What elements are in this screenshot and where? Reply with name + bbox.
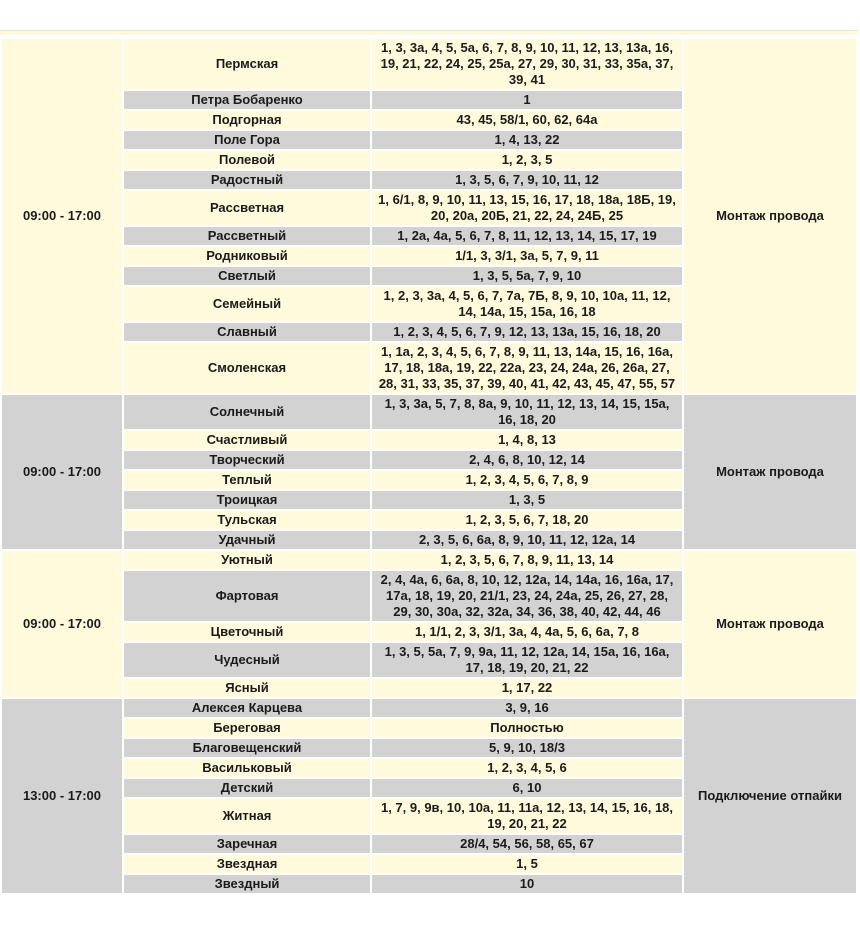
schedule-table-body [2,39,856,893]
house-numbers-cell: 1, 2, 3, 4, 5, 6, 7, 9, 12, 13, 13а, 15, 16, 18, 20 [372,323,682,341]
street-name-cell: Береговая [124,719,370,737]
outage-schedule-table [0,37,858,895]
street-name-cell: Звездный [124,875,370,893]
house-numbers-cell: 1, 4, 13, 22 [372,131,682,149]
house-numbers-cell: 1, 4, 8, 13 [372,431,682,449]
table-row [2,551,856,569]
street-name-cell: Цветочный [124,623,370,641]
house-numbers-cell: 1, 6/1, 8, 9, 10, 11, 13, 15, 16, 17, 18, 18а, 18Б, 19, 20, 20а, 20Б, 21, 22, 24, 24Б, 25 [372,191,682,225]
house-numbers-cell: 1, 2а, 4а, 5, 6, 7, 8, 11, 12, 13, 14, 15, 17, 19 [372,227,682,245]
house-numbers-cell: 1, 2, 3, 4, 5, 6, 7, 8, 9 [372,471,682,489]
house-numbers-cell: 1, 2, 3, 5, 6, 7, 8, 9, 11, 13, 14 [372,551,682,569]
time-range-cell: 09:00 - 17:00 [2,551,122,697]
cut-off-row-strip [0,30,858,35]
house-numbers-cell: 6, 10 [372,779,682,797]
street-name-cell: Рассветная [124,191,370,225]
work-type-cell: Монтаж провода [684,551,856,697]
street-name-cell: Полевой [124,151,370,169]
house-numbers-cell: 10 [372,875,682,893]
street-name-cell: Житная [124,799,370,833]
work-type-cell: Монтаж провода [684,39,856,393]
house-numbers-cell: 1, 3, 3а, 4, 5, 5а, 6, 7, 8, 9, 10, 11, 12, 13, 13а, 16, 19, 21, 22, 24, 25, 25а, 27, 29, 30, 31, 33, 35а, 37, 39, 41 [372,39,682,89]
house-numbers-cell: 43, 45, 58/1, 60, 62, 64а [372,111,682,129]
house-numbers-cell: 1, 5 [372,855,682,873]
house-numbers-cell: 1 [372,91,682,109]
house-numbers-cell: 2, 4, 4а, 6, 6а, 8, 10, 12, 12а, 14, 14а, 16, 16а, 17, 17а, 18, 19, 20, 21/1, 23, 24, 24а, 25, 26, 27, 28, 29, 30, 30а, 32, 32а, 34, 36, 38, 40, 42, 44, 46 [372,571,682,621]
house-numbers-cell: 3, 9, 16 [372,699,682,717]
time-range-cell: 09:00 - 17:00 [2,395,122,549]
street-name-cell: Подгорная [124,111,370,129]
street-name-cell: Тульская [124,511,370,529]
street-name-cell: Алексея Карцева [124,699,370,717]
street-name-cell: Поле Гора [124,131,370,149]
street-name-cell: Фартовая [124,571,370,621]
street-name-cell: Теплый [124,471,370,489]
house-numbers-cell: 1, 2, 3, 4, 5, 6 [372,759,682,777]
house-numbers-cell: 1, 2, 3, 3а, 4, 5, 6, 7, 7а, 7Б, 8, 9, 10, 10а, 11, 12, 14, 14а, 15, 15а, 16, 18 [372,287,682,321]
house-numbers-cell: 2, 4, 6, 8, 10, 12, 14 [372,451,682,469]
street-name-cell: Уютный [124,551,370,569]
street-name-cell: Благовещенский [124,739,370,757]
street-name-cell: Удачный [124,531,370,549]
house-numbers-cell: 1, 1а, 2, 3, 4, 5, 6, 7, 8, 9, 11, 13, 14а, 15, 16, 16а, 17, 18, 18а, 19, 22, 22а, 23, 24, 24а, 26, 26а, 27, 28, 31, 33, 35, 37, 39, 40, 41, 42, 43, 45, 47, 55, 57 [372,343,682,393]
street-name-cell: Родниковый [124,247,370,265]
house-numbers-cell: 1/1, 3, 3/1, 3а, 5, 7, 9, 11 [372,247,682,265]
work-type-cell: Монтаж провода [684,395,856,549]
house-numbers-cell: 1, 3, 5, 5а, 7, 9, 9а, 11, 12, 12а, 14, 15а, 16, 16а, 17, 18, 19, 20, 21, 22 [372,643,682,677]
street-name-cell: Заречная [124,835,370,853]
house-numbers-cell: 1, 3, 3а, 5, 7, 8, 8а, 9, 10, 11, 12, 13, 14, 15, 15а, 16, 18, 20 [372,395,682,429]
street-name-cell: Творческий [124,451,370,469]
street-name-cell: Детский [124,779,370,797]
street-name-cell: Счастливый [124,431,370,449]
house-numbers-cell: 1, 2, 3, 5 [372,151,682,169]
house-numbers-cell: 1, 1/1, 2, 3, 3/1, 3а, 4, 4а, 5, 6, 6а, 7, 8 [372,623,682,641]
street-name-cell: Звездная [124,855,370,873]
street-name-cell: Светлый [124,267,370,285]
street-name-cell: Ясный [124,679,370,697]
house-numbers-cell: 5, 9, 10, 18/3 [372,739,682,757]
street-name-cell: Петра Бобаренко [124,91,370,109]
street-name-cell: Славный [124,323,370,341]
house-numbers-cell: 1, 3, 5 [372,491,682,509]
street-name-cell: Рассветный [124,227,370,245]
street-name-cell: Солнечный [124,395,370,429]
house-numbers-cell: 1, 2, 3, 5, 6, 7, 18, 20 [372,511,682,529]
house-numbers-cell: 1, 3, 5, 5а, 7, 9, 10 [372,267,682,285]
table-row [2,39,856,89]
house-numbers-cell: Полностью [372,719,682,737]
time-range-cell: 13:00 - 17:00 [2,699,122,893]
street-name-cell: Радостный [124,171,370,189]
house-numbers-cell: 28/4, 54, 56, 58, 65, 67 [372,835,682,853]
table-row [2,395,856,429]
work-type-cell: Подключение отпайки [684,699,856,893]
street-name-cell: Васильковый [124,759,370,777]
street-name-cell: Смоленская [124,343,370,393]
house-numbers-cell: 1, 7, 9, 9в, 10, 10а, 11, 11а, 12, 13, 14, 15, 16, 18, 19, 20, 21, 22 [372,799,682,833]
street-name-cell: Пермская [124,39,370,89]
table-row [2,699,856,717]
street-name-cell: Троицкая [124,491,370,509]
time-range-cell: 09:00 - 17:00 [2,39,122,393]
house-numbers-cell: 1, 17, 22 [372,679,682,697]
house-numbers-cell: 1, 3, 5, 6, 7, 9, 10, 11, 12 [372,171,682,189]
street-name-cell: Семейный [124,287,370,321]
street-name-cell: Чудесный [124,643,370,677]
house-numbers-cell: 2, 3, 5, 6, 6а, 8, 9, 10, 11, 12, 12а, 14 [372,531,682,549]
